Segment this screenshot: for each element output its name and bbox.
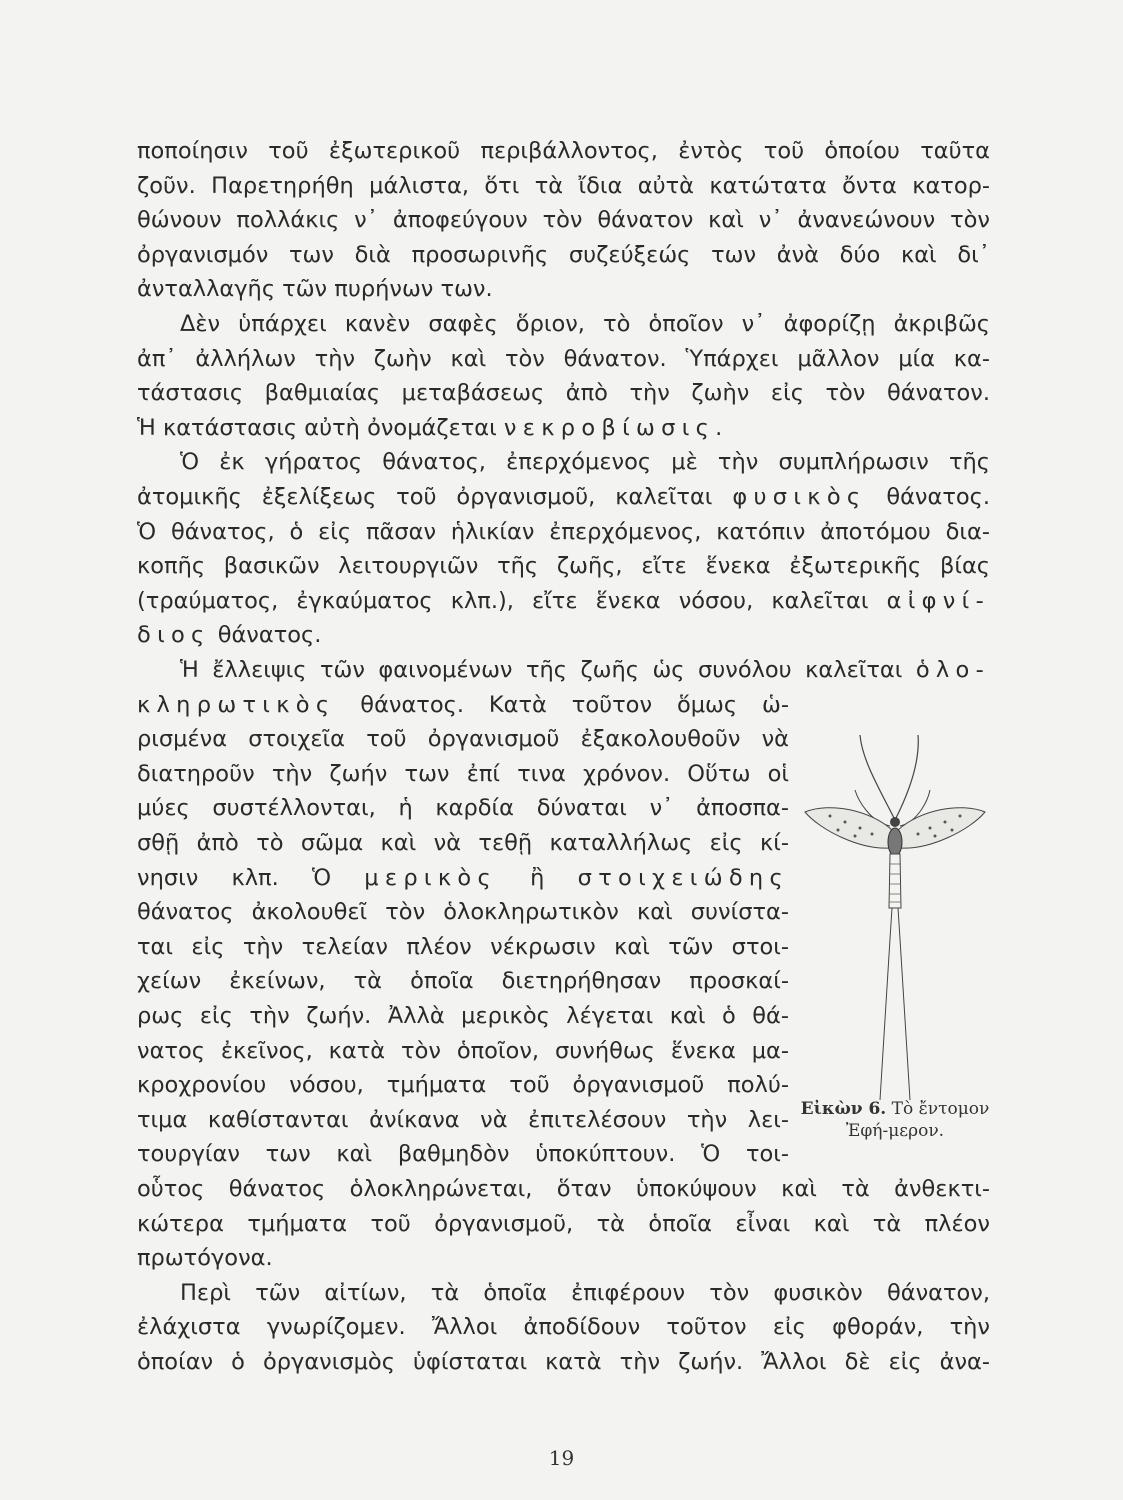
text-line <box>137 1345 990 1379</box>
text-segment: ἢ <box>496 865 578 891</box>
text-segment: ποποίησιν τοῦ ἐξωτερικοῦ περιβάλλοντος, ἐντὸς τοῦ ὁποίου ταῦτα <box>137 138 990 164</box>
text-line <box>137 757 789 791</box>
text-line <box>137 1241 990 1275</box>
text-segment: οὗτος θάνατος ὁλοκληρώνεται, ὅταν ὑποκύψουν καὶ τὰ ἀνθεκτι- <box>137 1176 990 1202</box>
text-line <box>137 1068 789 1102</box>
text-line <box>137 1310 990 1344</box>
text-segment: Ὁ θάνατος, ὁ εἰς πᾶσαν ἡλικίαν ἐπερχόμενος, κατόπιν ἀποτόμου δια- <box>137 519 990 545</box>
page-number: 19 <box>548 1446 575 1470</box>
text-line <box>137 1137 789 1171</box>
text-line <box>137 515 990 549</box>
text-line <box>137 342 990 376</box>
text-segment: ρως εἰς τὴν ζωήν. Ἀλλὰ μερικὸς λέγεται καὶ ὁ θά- <box>137 1003 789 1029</box>
text-segment: στοιχειώδης <box>577 865 789 891</box>
text-segment: Ὁ ἐκ γήρατος θάνατος, ἐπερχόμενος μὲ τὴν συμπλήρωσιν τῆς <box>180 449 990 475</box>
text-segment: Ἡ κατάστασις αὐτὴ ὀνομάζεται <box>137 415 504 441</box>
text-line <box>180 653 990 687</box>
text-segment: ὀργανισμόν των διὰ προσωρινῆς συζεύξεώς των ἀνὰ δύο καὶ δι᾽ <box>137 242 990 268</box>
text-segment: πρωτόγονα. <box>137 1245 273 1271</box>
text-line <box>137 376 990 410</box>
text-segment: ται εἰς τὴν τελείαν πλέον νέκρωσιν καὶ τῶν στοι- <box>137 934 789 960</box>
text-segment: ρισμένα στοιχεῖα τοῦ ὀργανισμοῦ ἐξακολουθοῦν νὰ <box>137 726 789 752</box>
text-line <box>180 307 990 341</box>
text-segment: θάνατος ἀκολουθεῖ τὸν ὁλοκληρωτικὸν καὶ συνίστα- <box>137 899 789 925</box>
text-segment: αἰφνί- <box>886 588 990 614</box>
text-segment: ἀνταλλαγῆς τῶν πυρήνων των. <box>137 276 493 302</box>
text-segment: ἀτομικῆς ἐξελίξεως τοῦ ὀργανισμοῦ, καλεῖται <box>137 484 733 510</box>
text-segment: (τραύματος, ἐγκαύματος κλπ.), εἴτε ἕνεκα νόσου, καλεῖται <box>137 588 887 614</box>
text-segment: θώνουν πολλάκις ν᾽ ἀποφεύγουν τὸν θάνατον καὶ ν᾽ ἀνανεώνουν τὸν <box>137 207 990 233</box>
text-line <box>137 238 990 272</box>
text-segment: τουργίαν των καὶ βαθμηδὸν ὑποκύπτουν. Ὁ τοι- <box>137 1141 789 1167</box>
text-line <box>137 895 789 929</box>
text-segment: θάνατος. Κατὰ τοῦτον ὅμως ὡ- <box>335 692 789 718</box>
text-line <box>137 791 789 825</box>
text-segment: διος <box>137 622 211 648</box>
text-segment: ἐλάχιστα γνωρίζομεν. Ἄλλοι ἀποδίδουν τοῦτον εἰς φθοράν, τὴν <box>137 1314 990 1340</box>
text-line <box>180 445 990 479</box>
text-line <box>137 964 789 998</box>
text-segment: μερικὸς <box>364 865 497 891</box>
figure-caption-text: Τὸ ἔντομον Ἐφή-μερον. <box>845 1099 990 1141</box>
text-segment: κοπῆς βασικῶν λειτουργιῶν τῆς ζωῆς, εἴτε ἕνεκα ἐξωτερικῆς βίας <box>137 553 990 579</box>
text-segment: Περὶ τῶν αἰτίων, τὰ ὁποῖα ἐπιφέρουν τὸν φυσικὸν θάνατον, <box>180 1280 990 1306</box>
text-segment: θάνατος. <box>210 622 322 648</box>
text-line <box>137 861 789 895</box>
text-segment: κώτερα τμήματα τοῦ ὀργανισμοῦ, τὰ ὁποῖα εἶναι καὶ τὰ πλέον <box>137 1211 990 1237</box>
text-line <box>137 480 990 514</box>
text-line <box>137 1103 789 1137</box>
text-line <box>137 272 990 306</box>
text-segment: σθῇ ἀπὸ τὸ σῶμα καὶ νὰ τεθῇ καταλλήλως εἰς κί- <box>137 830 789 856</box>
text-line <box>137 999 789 1033</box>
text-segment: μύες συστέλλονται, ἡ καρδία δύναται ν᾽ ἀποσπα- <box>137 795 789 821</box>
text-line <box>137 826 789 860</box>
text-segment: νατος ἐκεῖνος, κατὰ τὸν ὁποῖον, συνήθως ἕνεκα μα- <box>137 1038 789 1064</box>
text-line <box>137 1172 990 1206</box>
text-segment: κληρωτικὸς <box>137 692 336 718</box>
text-segment: διατηροῦν τὴν ζωήν των ἐπί τινα χρόνον. Οὕτω οἱ <box>137 761 789 787</box>
text-segment: νεκροβίωσις. <box>503 415 729 441</box>
text-segment: Δὲν ὑπάρχει κανὲν σαφὲς ὅριον, τὸ ὁποῖον ν᾽ ἀφορίζῃ ἀκριβῶς <box>180 311 990 337</box>
text-segment: Ἡ ἔλλειψις τῶν φαινομένων τῆς ζωῆς ὡς συνόλου καλεῖται <box>180 657 916 683</box>
text-segment: ὁλο- <box>915 657 990 683</box>
text-line <box>137 722 789 756</box>
text-segment: φυσικὸς <box>732 484 867 510</box>
text-line <box>137 134 990 168</box>
text-segment: ζοῦν. Παρετηρήθη μάλιστα, ὅτι τὰ ἴδια αὐτὰ κατώτατα ὄντα κατορ- <box>137 173 990 199</box>
text-line <box>137 1034 789 1068</box>
text-line <box>137 930 789 964</box>
text-line <box>180 1276 990 1310</box>
text-segment: χείων ἐκείνων, τὰ ὁποῖα διετηρήθησαν προσκαί- <box>137 968 789 994</box>
text-line <box>137 203 990 237</box>
text-line <box>137 411 990 445</box>
text-line <box>137 584 990 618</box>
text-segment: ὁποίαν ὁ ὀργανισμὸς ὑφίσταται κατὰ τὴν ζωήν. Ἄλλοι δὲ εἰς ἀνα- <box>137 1349 990 1375</box>
text-segment: κροχρονίου νόσου, τμήματα τοῦ ὀργανισμοῦ πολύ- <box>137 1072 789 1098</box>
text-segment: θάνατος. <box>866 484 990 510</box>
text-segment: νησιν κλπ. Ὁ <box>137 865 365 891</box>
text-line <box>137 618 990 652</box>
mayfly-illustration <box>800 730 990 1105</box>
text-line <box>137 688 789 722</box>
text-line <box>137 169 990 203</box>
figure-caption-label: Εἰκὼν 6. <box>800 1099 887 1119</box>
text-segment: τάστασις βαθμιαίας μεταβάσεως ἀπὸ τὴν ζωὴν εἰς τὸν θάνατον. <box>137 380 990 406</box>
text-segment: τιμα καθίστανται ἀνίκανα νὰ ἐπιτελέσουν τὴν λει- <box>137 1107 789 1133</box>
figure-caption <box>800 1098 990 1142</box>
text-line <box>137 1207 990 1241</box>
text-segment: ἀπ᾽ ἀλλήλων τὴν ζωὴν καὶ τὸν θάνατον. Ὑπάρχει μᾶλλον μία κα- <box>137 346 990 372</box>
text-line <box>137 549 990 583</box>
